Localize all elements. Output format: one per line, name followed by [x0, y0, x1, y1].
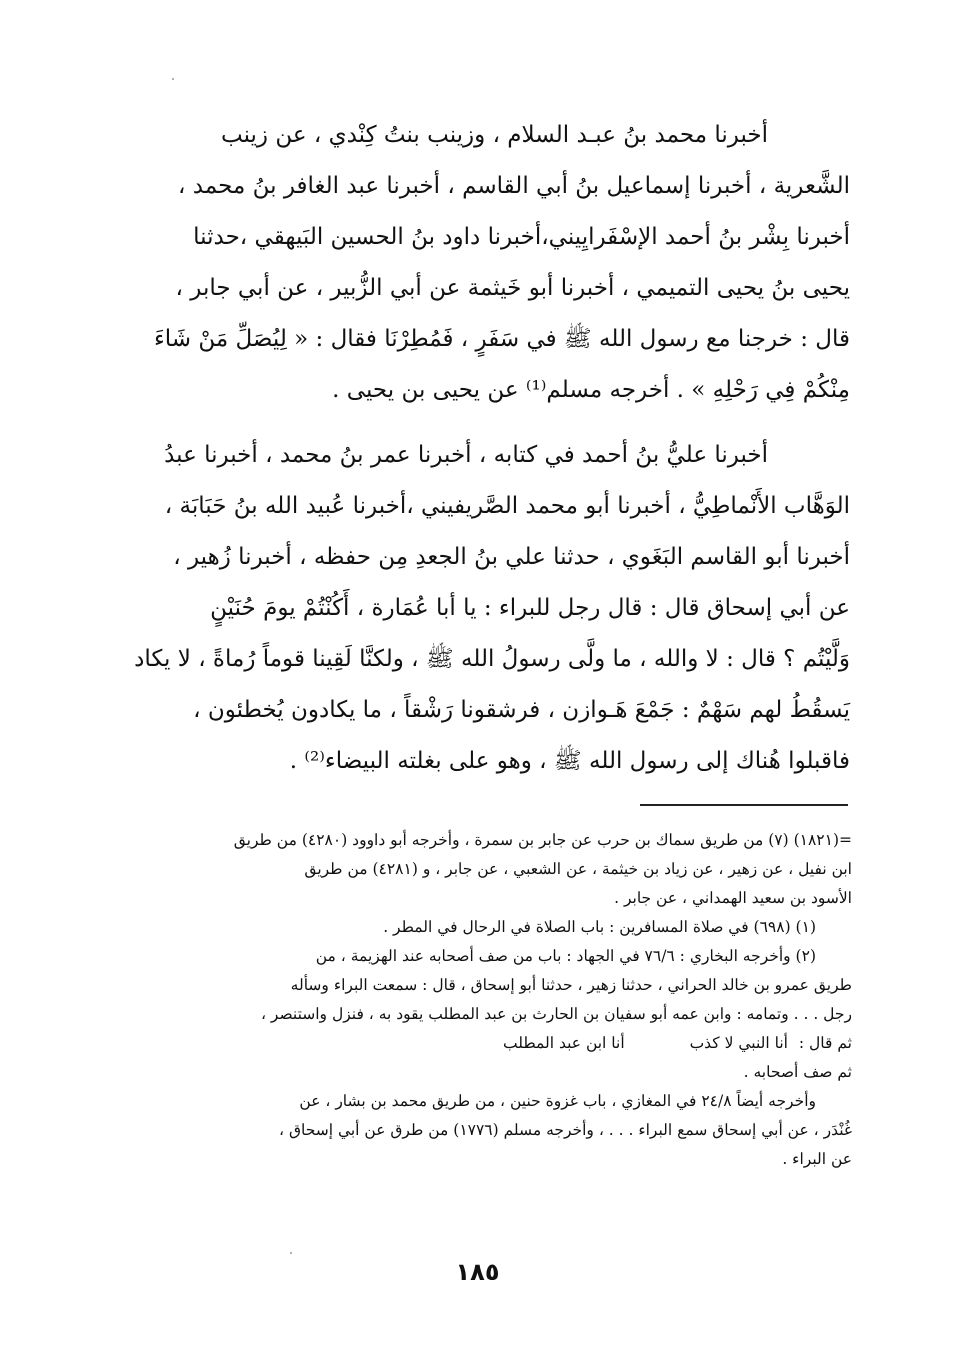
- text-line: وَلَّيْتُم ؟ قال : لا والله ، ما ولَّى رسولُ الله ﷺ ، ولكنَّا لَقِينا قوماً رُماةً ، لا يكاد: [134, 646, 850, 672]
- footnote-line: غُنْدَر ، عن أبي إسحاق سمع البراء . . . ، وأخرجه مسلم (١٧٧٦) من طرق عن أبي إسحاق ،: [279, 1121, 852, 1139]
- footnote-line: رجل . . . وتمامه : وابن عمه أبو سفيان بن الحارث بن عبد المطلب يقود به ، فنزل واستنصر ،: [260, 1005, 852, 1023]
- footnote-line: طريق عمرو بن خالد الحراني ، حدثنا زهير ، حدثنا أبو إسحاق ، قال : سمعت البراء وسأله: [290, 976, 852, 994]
- footnote-1: (١) (٦٩٨) في صلاة المسافرين : باب الصلاة في الرحال في المطر .: [383, 918, 816, 936]
- text-line: أخبرنا عليُّ بنُ أحمد في كتابه ، أخبرنا عمر بنُ محمد ، أخبرنا عبدُ: [164, 442, 768, 468]
- text-line: الشَّعرية ، أخبرنا إسماعيل بنُ أبي القاسم ، أخبرنا عبد الغافر بنُ محمد ،: [178, 173, 850, 199]
- footnote-separator: [640, 804, 848, 806]
- text-line: يحيى بنُ يحيى التميمي ، أخبرنا أبو خَيثمة عن أبي الزُّبير ، عن أبي جابر ،: [175, 275, 850, 301]
- text-line: أخبرنا بِشْر بنُ أحمد الإسْفَرايِيني،أخبرنا داود بنُ الحسين البَيهقي ،حدثنا: [193, 224, 850, 250]
- poem-hemistich-2: أنا ابن عبد المطلب: [502, 1034, 625, 1052]
- footnote-line: وأخرجه أيضاً ٢٤/٨ في المغازي ، باب غزوة حنين ، من طريق محمد بن بشار ، عن: [299, 1092, 816, 1110]
- footnote-line: ثم صف أصحابه .: [743, 1063, 852, 1081]
- text-line: فاقبلوا هُناك إلى رسول الله ﷺ ، وهو على بغلته البيضاء⁽²⁾ .: [289, 748, 850, 774]
- scan-speck: [290, 1252, 292, 1254]
- footnote-line: عن البراء .: [782, 1150, 852, 1168]
- hadith-paragraph-2: [134, 430, 850, 787]
- hadith-paragraph-1: [153, 110, 850, 416]
- footnotes: [180, 826, 852, 1174]
- footnote-line: الأسود بن سعيد الهمداني ، عن جابر .: [614, 889, 852, 907]
- text-line: أخبرنا أبو القاسم البَغَوي ، حدثنا علي بنُ الجعدِ مِن حفظه ، أخبرنا زُهير ،: [173, 544, 850, 570]
- footnote-line: =(١٨٢١) (٧) من طريق سماك بن حرب عن جابر بن سمرة ، وأخرجه أبو داوود (٤٢٨٠) من طريق: [233, 831, 852, 849]
- poem-intro: ثم قال :: [798, 1034, 852, 1052]
- text-line: الوَهَّاب الأَنْماطِيُّ ، أخبرنا أبو محمد الصَّريفيني ،أخبرنا عُبيد الله بنُ حَبَابَة ،: [164, 493, 850, 519]
- text-line: يَسقُطُ لهم سَهْمٌ : جَمْعَ هَـوازن ، فرشقونا رَشْقاً ، ما يكادون يُخطئون ،: [193, 697, 850, 723]
- text-line: أخبرنا محمد بنُ عبـد السلام ، وزينب بنتُ كِنْدي ، عن زينب: [220, 122, 768, 148]
- poem-hemistich-1: أنا النبي لا كذب: [689, 1034, 788, 1052]
- page-number: ١٨٥: [455, 1258, 500, 1286]
- text-line: عن أبي إسحاق قال : قال رجل للبراء : يا أبا عُمَارة ، أَكُنْتُمْ يومَ حُنَيْنٍ: [210, 595, 850, 621]
- footnote-2: (٢) وأخرجه البخاري : ٧٦/٦ في الجهاد : باب من صف أصحابه عند الهزيمة ، من: [315, 947, 816, 965]
- footnote-line: ابن نفيل ، عن زهير ، عن زياد بن خيثمة ، عن الشعبي ، عن جابر ، و (٤٢٨١) من طريق: [304, 860, 852, 878]
- poem-line: [180, 1029, 852, 1058]
- text-line: قال : خرجنا مع رسول الله ﷺ في سَفَرٍ ، فَمُطِرْنَا فقال : « لِيُصَلِّ مَنْ شَاءَ: [153, 326, 850, 352]
- text-line: مِنْكُمْ فِي رَحْلِهِ » . أخرجه مسلم⁽¹⁾ عن يحيى بن يحيى .: [332, 377, 850, 403]
- scan-speck: [172, 78, 174, 80]
